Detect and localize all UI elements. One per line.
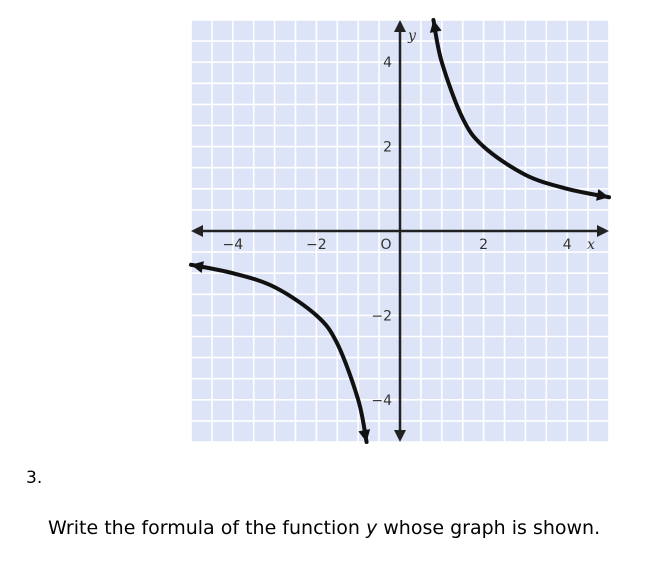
y-tick-label: 2 xyxy=(383,139,392,156)
x-tick-label: 4 xyxy=(562,237,572,253)
question-variable: y xyxy=(365,517,378,539)
x-tick-label: −4 xyxy=(222,237,244,253)
question-number: 3. xyxy=(26,468,43,488)
y-tick-label: −4 xyxy=(371,392,392,409)
x-tick-label: 2 xyxy=(479,237,489,253)
y-tick-label: −2 xyxy=(371,308,392,325)
question-text-before: Write the formula of the function xyxy=(48,517,366,539)
y-tick-label: 4 xyxy=(383,55,392,72)
origin-label: O xyxy=(380,237,392,253)
question-text xyxy=(48,517,600,539)
y-axis-label: y xyxy=(408,28,416,44)
x-axis-label: x xyxy=(587,237,595,253)
question-text-after: whose graph is shown. xyxy=(377,517,601,539)
x-tick-label: −2 xyxy=(306,237,327,253)
